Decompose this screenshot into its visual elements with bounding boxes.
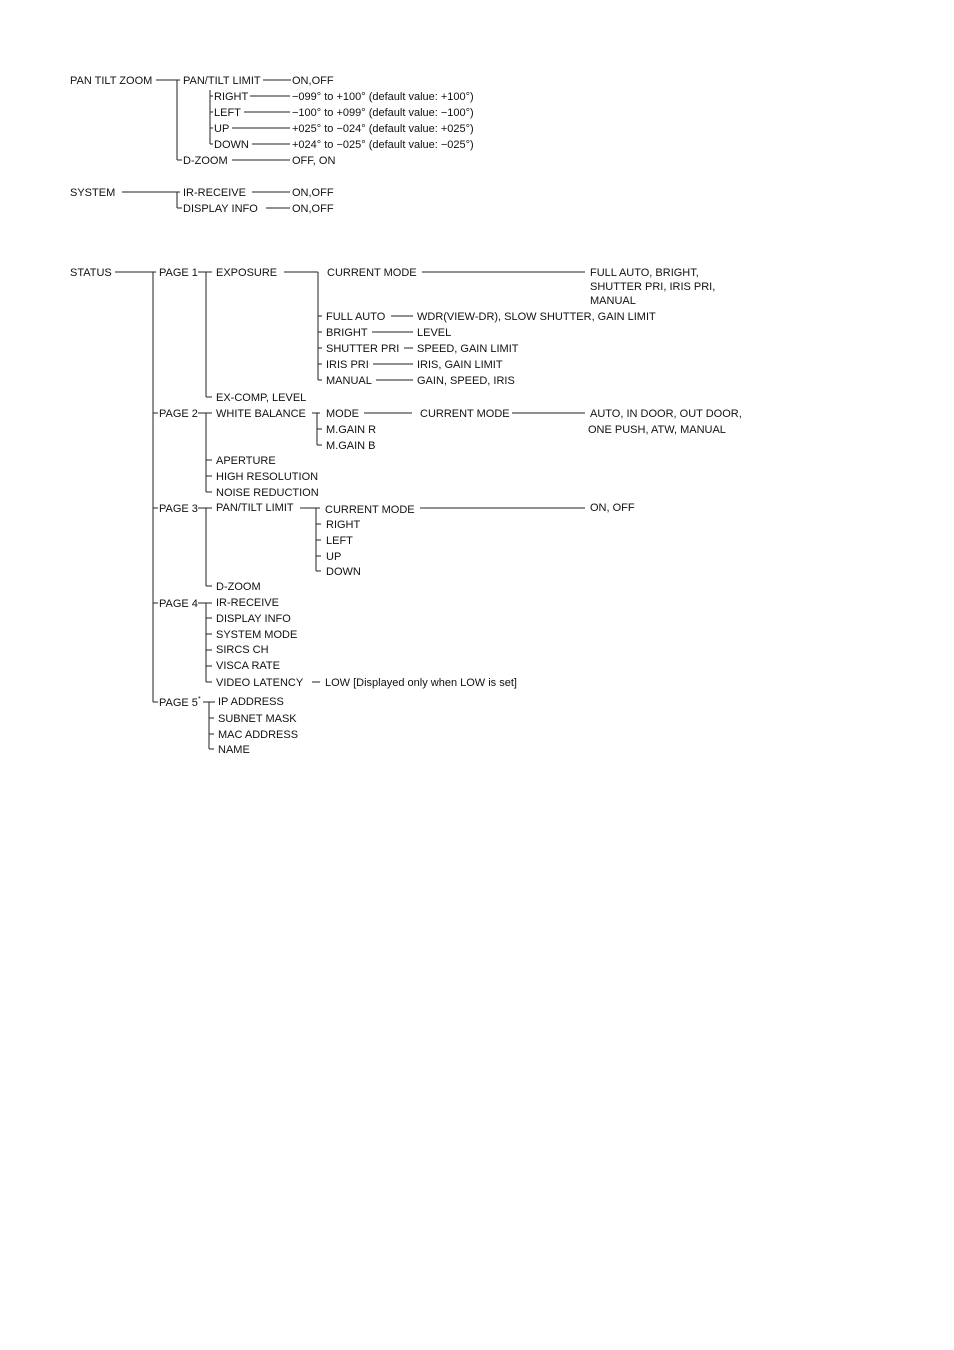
ptz-down-v3: (default value: −025°) — [365, 139, 474, 151]
status-manual-label: MANUAL — [326, 375, 372, 387]
ptz-pantilt-on: ON, — [292, 75, 312, 87]
system-display-info-label: DISPLAY INFO — [183, 203, 258, 215]
ptz-pantilt-value — [292, 75, 334, 87]
ptz-left-label: LEFT — [214, 107, 241, 119]
status-sircs-ch-label: SIRCS CH — [216, 644, 269, 656]
ptz-right-label: RIGHT — [214, 91, 249, 103]
ptz-left-value — [292, 107, 474, 119]
status-page4-label: PAGE 4 — [159, 598, 198, 610]
status-mgain-b-label: M.GAIN B — [326, 440, 376, 452]
status-pantilt-up-label: UP — [326, 551, 342, 563]
status-page1-label: PAGE 1 — [159, 267, 198, 279]
status-page5-footnote-mark: * — [197, 696, 201, 703]
system-root-label: SYSTEM — [70, 187, 116, 199]
ptz-left-v2: to +099° (default value: −100°) — [321, 107, 474, 119]
status-wb-modes-line2: ONE PUSH, ATW, MANUAL — [588, 424, 726, 436]
status-exposure-modes-line3: MANUAL — [590, 295, 636, 307]
status-wb-mode-label: MODE — [326, 408, 359, 420]
ptz-down-v1: +024° to — [292, 139, 337, 151]
status-page4-group — [159, 597, 517, 689]
ptz-down-value — [292, 139, 474, 151]
system-ir-receive-label: IR-RECEIVE — [183, 187, 246, 199]
ptz-down-v2: −025° — [336, 139, 366, 151]
status-manual-value: GAIN, SPEED, IRIS — [417, 375, 515, 387]
status-pantilt-left-label: LEFT — [326, 535, 353, 547]
status-page2-group — [159, 408, 742, 499]
system-display-info-value — [292, 203, 334, 215]
status-video-latency-label: VIDEO LATENCY — [216, 677, 304, 689]
status-page2-label: PAGE 2 — [159, 408, 198, 420]
ptz-pantilt-off-default: OFF — [311, 75, 334, 87]
status-page5-group — [159, 696, 298, 756]
status-shutter-pri-label: SHUTTER PRI — [326, 343, 400, 355]
status-visca-rate-label: VISCA RATE — [216, 660, 280, 672]
status-page3-group — [159, 502, 635, 593]
system-branch — [70, 187, 334, 215]
status-pantilt-limit-label: PAN/TILT LIMIT — [216, 502, 294, 514]
ptz-left-v1: −100° — [292, 107, 322, 119]
status-high-resolution-label: HIGH RESOLUTION — [216, 471, 319, 483]
ptz-dzoom-v1: OFF, — [292, 155, 319, 167]
ptz-down-label: DOWN — [214, 139, 249, 151]
system-di-on: ON — [292, 203, 309, 215]
status-page3-label: PAGE 3 — [159, 503, 198, 515]
status-iris-pri-value: IRIS, GAIN LIMIT — [417, 359, 503, 371]
ptz-up-v1: +025° — [292, 123, 322, 135]
status-exposure-label: EXPOSURE — [216, 267, 278, 279]
ptz-right-v2: +100° — [336, 91, 366, 103]
system-ir-off: ,OFF — [308, 187, 334, 199]
ptz-up-v2: to −024° (default value: +025°) — [321, 123, 474, 135]
ptz-up-label: UP — [214, 123, 230, 135]
status-wb-current-mode-label: CURRENT MODE — [420, 408, 510, 420]
status-shutter-pri-value: SPEED, GAIN LIMIT — [417, 343, 519, 355]
status-full-auto-value: WDR(VIEW-DR), SLOW SHUTTER, GAIN LIMIT — [417, 311, 656, 323]
status-root-label: STATUS — [70, 267, 112, 279]
status-ir-receive-label: IR-RECEIVE — [216, 597, 279, 609]
system-di-off: ,OFF — [308, 203, 334, 215]
status-noise-reduction-label: NOISE REDUCTION — [216, 487, 319, 499]
status-pantilt-right-label: RIGHT — [326, 519, 361, 531]
status-mac-address-label: MAC ADDRESS — [218, 729, 299, 741]
status-page5-text: PAGE 5 — [159, 697, 198, 709]
status-display-info-label: DISPLAY INFO — [216, 613, 291, 625]
ptz-right-v1: −099° to — [292, 91, 337, 103]
ptz-right-v3: (default value: +100°) — [365, 91, 474, 103]
status-pantilt-modes: ON, OFF — [590, 502, 635, 514]
status-wb-modes-line1: AUTO, IN DOOR, OUT DOOR, — [590, 408, 742, 420]
status-exposure-modes-line2: SHUTTER PRI, IRIS PRI, — [590, 281, 716, 293]
status-name-label: NAME — [218, 744, 250, 756]
status-ip-address-label: IP ADDRESS — [218, 696, 284, 708]
ptz-right-value — [292, 91, 474, 103]
ptz-pantilt-limit-label: PAN/TILT LIMIT — [183, 75, 261, 87]
status-pantilt-down-label: DOWN — [326, 566, 361, 578]
status-bright-value: LEVEL — [417, 327, 452, 339]
status-iris-pri-label: IRIS PRI — [326, 359, 369, 371]
ptz-dzoom-label: D-ZOOM — [183, 155, 228, 167]
status-branch — [70, 267, 742, 756]
status-system-mode-label: SYSTEM MODE — [216, 629, 298, 641]
status-video-latency-value: LOW [Displayed only when LOW is set] — [325, 677, 517, 689]
system-ir-on: ON — [292, 187, 309, 199]
status-mgain-r-label: M.GAIN R — [326, 424, 377, 436]
status-bright-label: BRIGHT — [326, 327, 368, 339]
ptz-up-value — [292, 123, 474, 135]
status-full-auto-label: FULL AUTO — [326, 311, 386, 323]
status-pantilt-current-mode-label: CURRENT MODE — [325, 504, 415, 516]
ptz-dzoom-v2: ON — [318, 155, 336, 167]
status-dzoom-label: D-ZOOM — [216, 581, 261, 593]
status-exposure-modes-line1: FULL AUTO, BRIGHT, — [590, 267, 699, 279]
status-page5-label — [159, 696, 201, 709]
status-exposure-current-mode-label: CURRENT MODE — [327, 267, 417, 279]
pan-tilt-zoom-branch — [70, 75, 474, 167]
status-white-balance-label: WHITE BALANCE — [216, 408, 306, 420]
ptz-root-label: PAN TILT ZOOM — [70, 75, 153, 87]
status-page1-group — [159, 267, 715, 404]
system-ir-receive-value — [292, 187, 334, 199]
status-ex-comp-label: EX-COMP, LEVEL — [216, 392, 307, 404]
status-aperture-label: APERTURE — [216, 455, 276, 467]
ptz-dzoom-value — [292, 155, 335, 167]
status-subnet-mask-label: SUBNET MASK — [218, 713, 297, 725]
